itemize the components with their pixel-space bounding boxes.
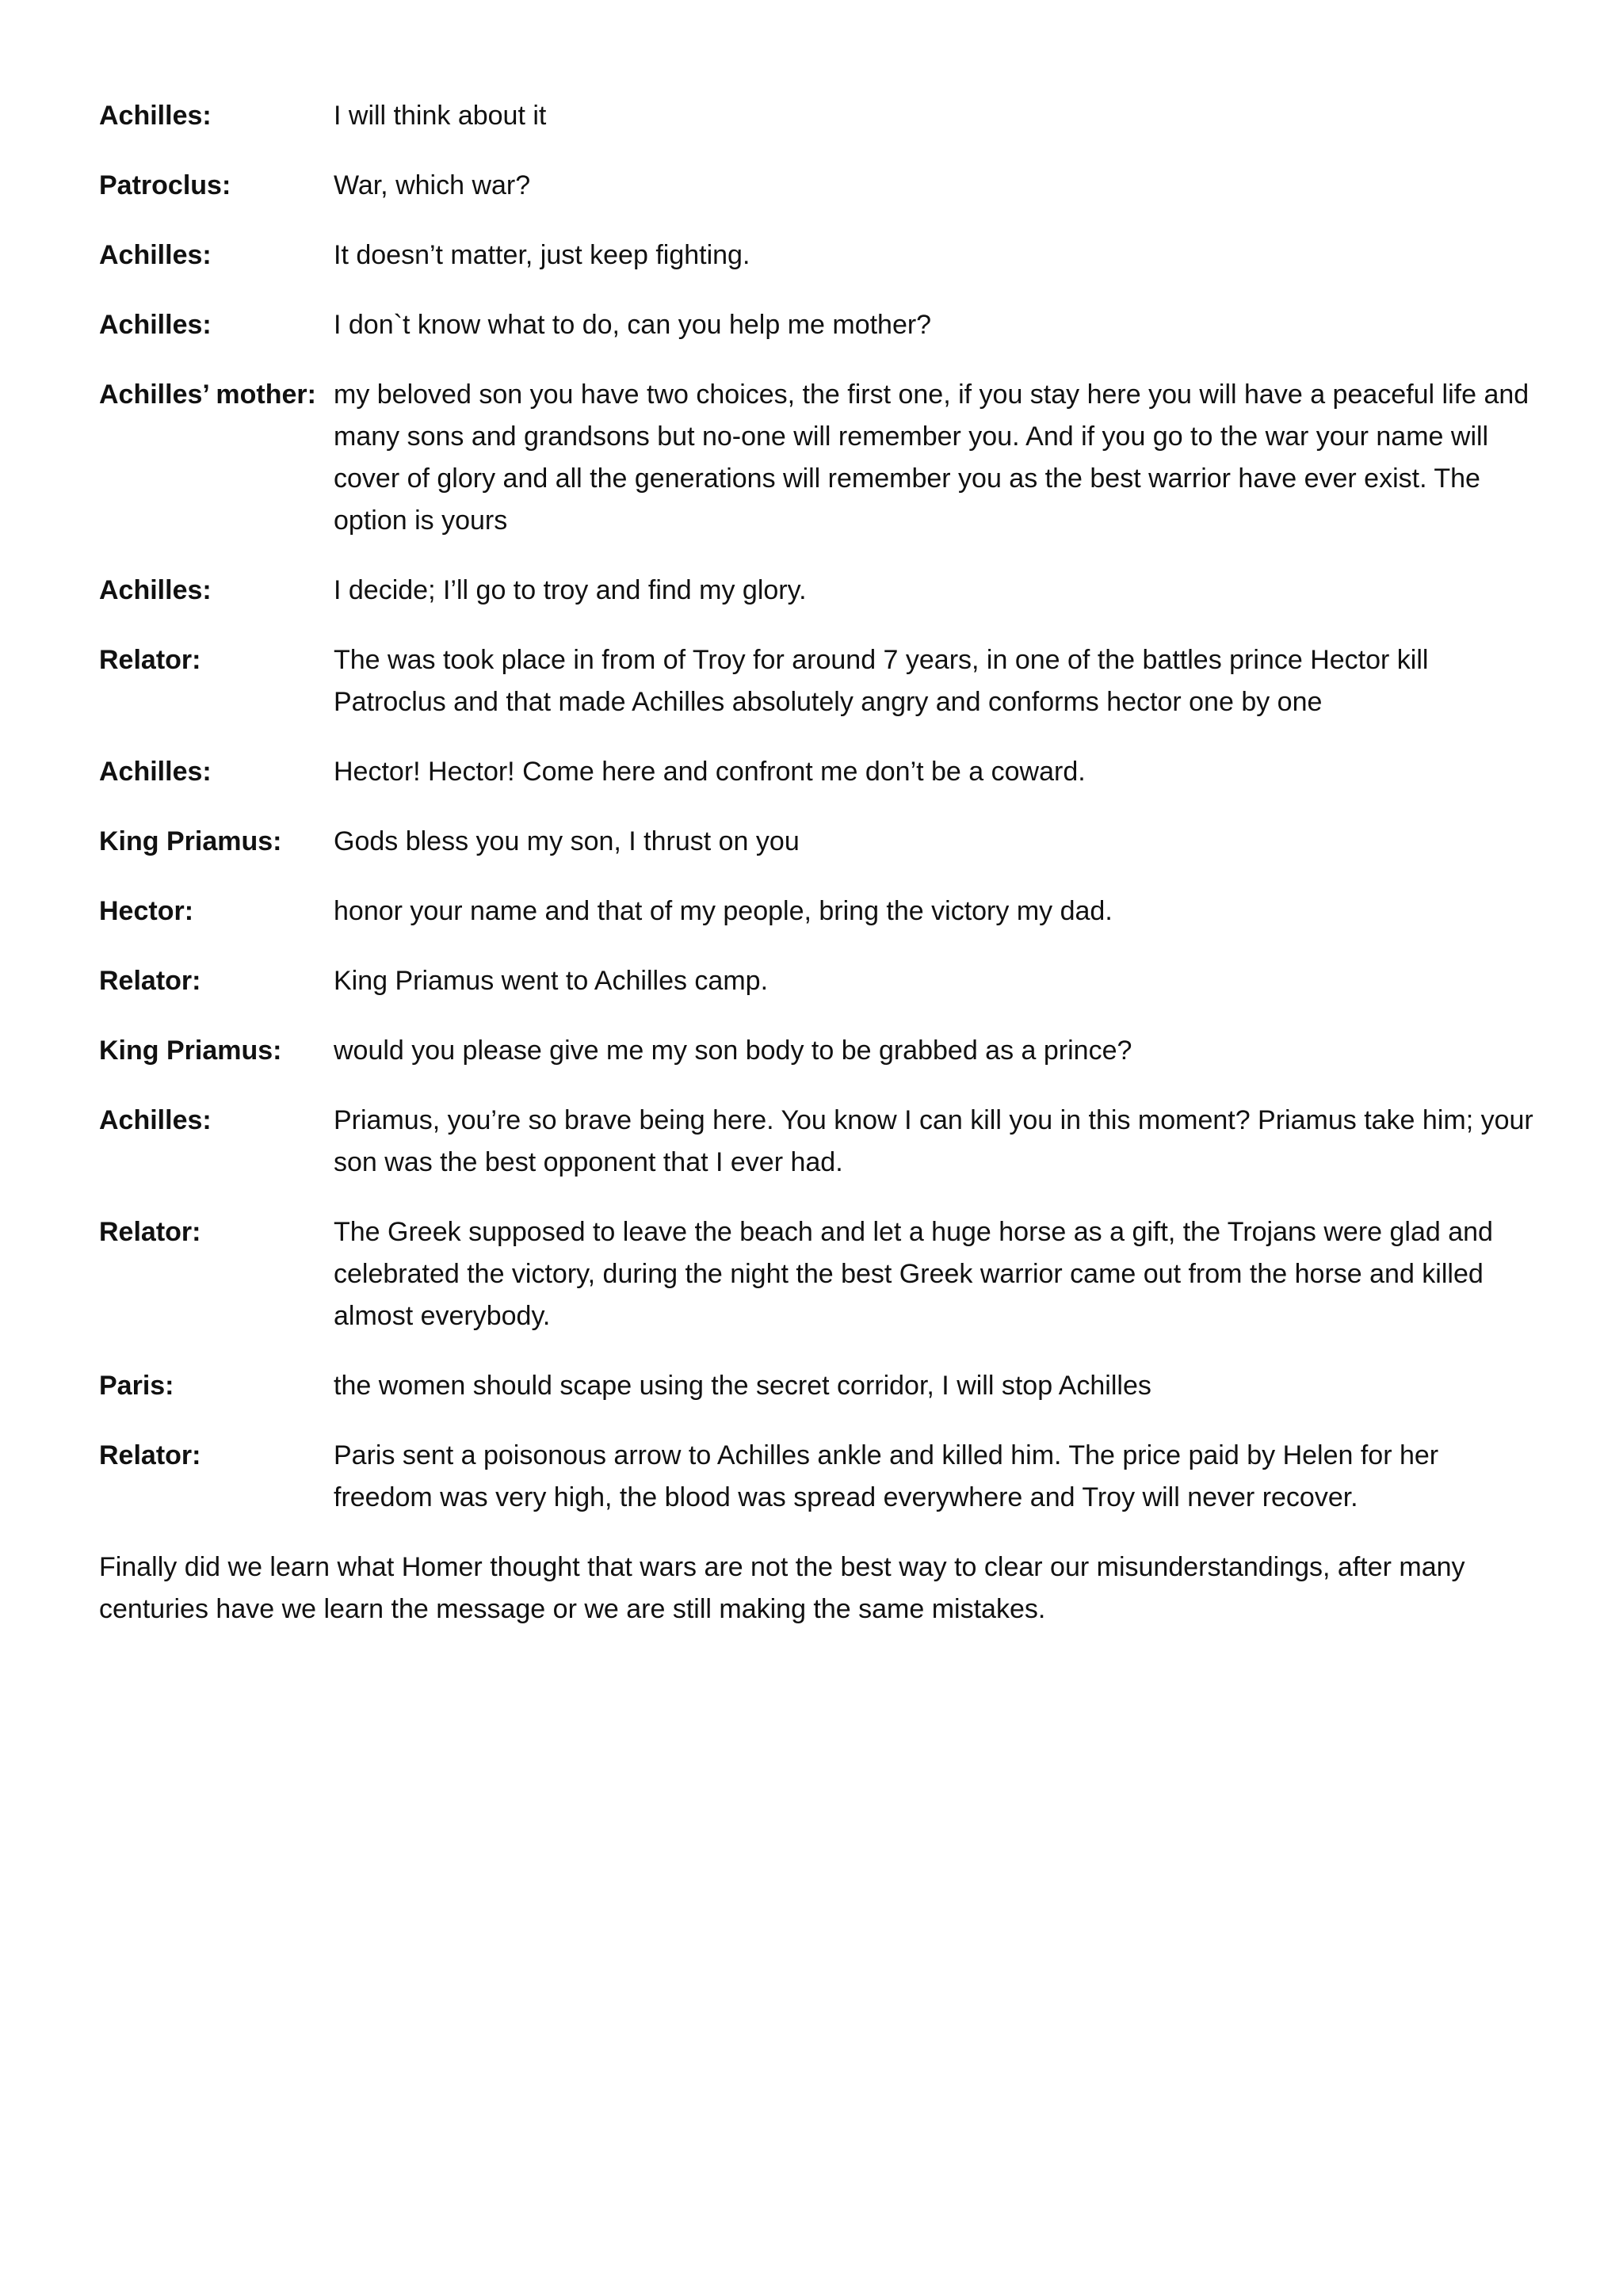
speaker-name: Achilles: — [99, 101, 212, 131]
speaker-name: King Priamus: — [99, 826, 282, 856]
speech-text: Paris sent a poisonous arrow to Achilles ankle and killed him. The price paid by Helen for her freedom was very high, the blood was spread everywhere and Troy will never recover. — [334, 1440, 1439, 1512]
speaker-name: Achilles: — [99, 310, 212, 340]
speaker-name: Paris: — [99, 1371, 174, 1401]
speech-text: Priamus, you’re so brave being here. You know I can kill you in this moment? Priamus take him; your son was the best opponent that I ever had. — [334, 1105, 1533, 1177]
speaker-name: Achilles’ mother: — [99, 379, 316, 410]
dialogue-line — [99, 374, 1541, 542]
speech-text: It doesn’t matter, just keep fighting. — [334, 240, 750, 270]
speech-text: Gods bless you my son, I thrust on you — [334, 826, 800, 856]
speaker-name: Achilles: — [99, 1105, 212, 1135]
dialogue-line — [99, 304, 1541, 346]
speaker-name: Achilles: — [99, 240, 212, 270]
speaker-name: Relator: — [99, 966, 201, 996]
dialogue-line — [99, 1100, 1541, 1184]
dialogue-line — [99, 891, 1541, 933]
speech-text: would you please give me my son body to be grabbed as a prince? — [334, 1035, 1132, 1066]
speech-text: The Greek supposed to leave the beach and let a huge horse as a gift, the Trojans were glad and celebrated the victory, during the night the best Greek warrior came out from the horse and killed almost everybody. — [334, 1217, 1493, 1331]
speaker-name: Hector: — [99, 896, 194, 926]
speaker-name: Patroclus: — [99, 170, 231, 200]
dialogue-line — [99, 95, 1541, 137]
closing-paragraph: Finally did we learn what Homer thought that wars are not the best way to clear our misunderstandings, after many centuries have we learn the message or we are still making the same mistakes. — [99, 1552, 1465, 1624]
speech-text: I will think about it — [334, 101, 547, 131]
dialogue-line — [99, 821, 1541, 863]
document-page — [99, 95, 1541, 1657]
speech-text: the women should scape using the secret corridor, I will stop Achilles — [334, 1371, 1151, 1401]
dialogue-line — [99, 570, 1541, 612]
speech-text: King Priamus went to Achilles camp. — [334, 966, 769, 996]
speaker-name: Relator: — [99, 1217, 201, 1247]
speaker-name: Relator: — [99, 1440, 201, 1470]
dialogue-line — [99, 1030, 1541, 1072]
dialogue-line — [99, 165, 1541, 207]
speech-text: I don`t know what to do, can you help me mother? — [334, 310, 932, 340]
speech-text: Hector! Hector! Come here and confront me don’t be a coward. — [334, 757, 1086, 787]
speech-text: honor your name and that of my people, bring the victory my dad. — [334, 896, 1113, 926]
dialogue-line — [99, 1365, 1541, 1407]
speaker-name: King Priamus: — [99, 1035, 282, 1066]
dialogue-line — [99, 639, 1541, 723]
speaker-name: Achilles: — [99, 757, 212, 787]
dialogue-line — [99, 235, 1541, 277]
dialogue-line — [99, 751, 1541, 793]
dialogue-line — [99, 960, 1541, 1002]
dialogue-line — [99, 1211, 1541, 1337]
speaker-name: Relator: — [99, 645, 201, 675]
speech-text: The was took place in from of Troy for around 7 years, in one of the battles prince Hector kill Patroclus and that made Achilles absolutely angry and conforms hector one by one — [334, 645, 1429, 717]
speech-text: War, which war? — [334, 170, 531, 200]
speech-text: I decide; I’ll go to troy and find my glory. — [334, 575, 807, 605]
speech-text: my beloved son you have two choices, the first one, if you stay here you will have a peaceful life and many sons and grandsons but no-one will remember you. And if you go to the war your name will cover of glory and all the generations will remember you as the best warrior have ever exist. The option is yours — [334, 379, 1529, 536]
speaker-name: Achilles: — [99, 575, 212, 605]
dialogue-line — [99, 1435, 1541, 1519]
